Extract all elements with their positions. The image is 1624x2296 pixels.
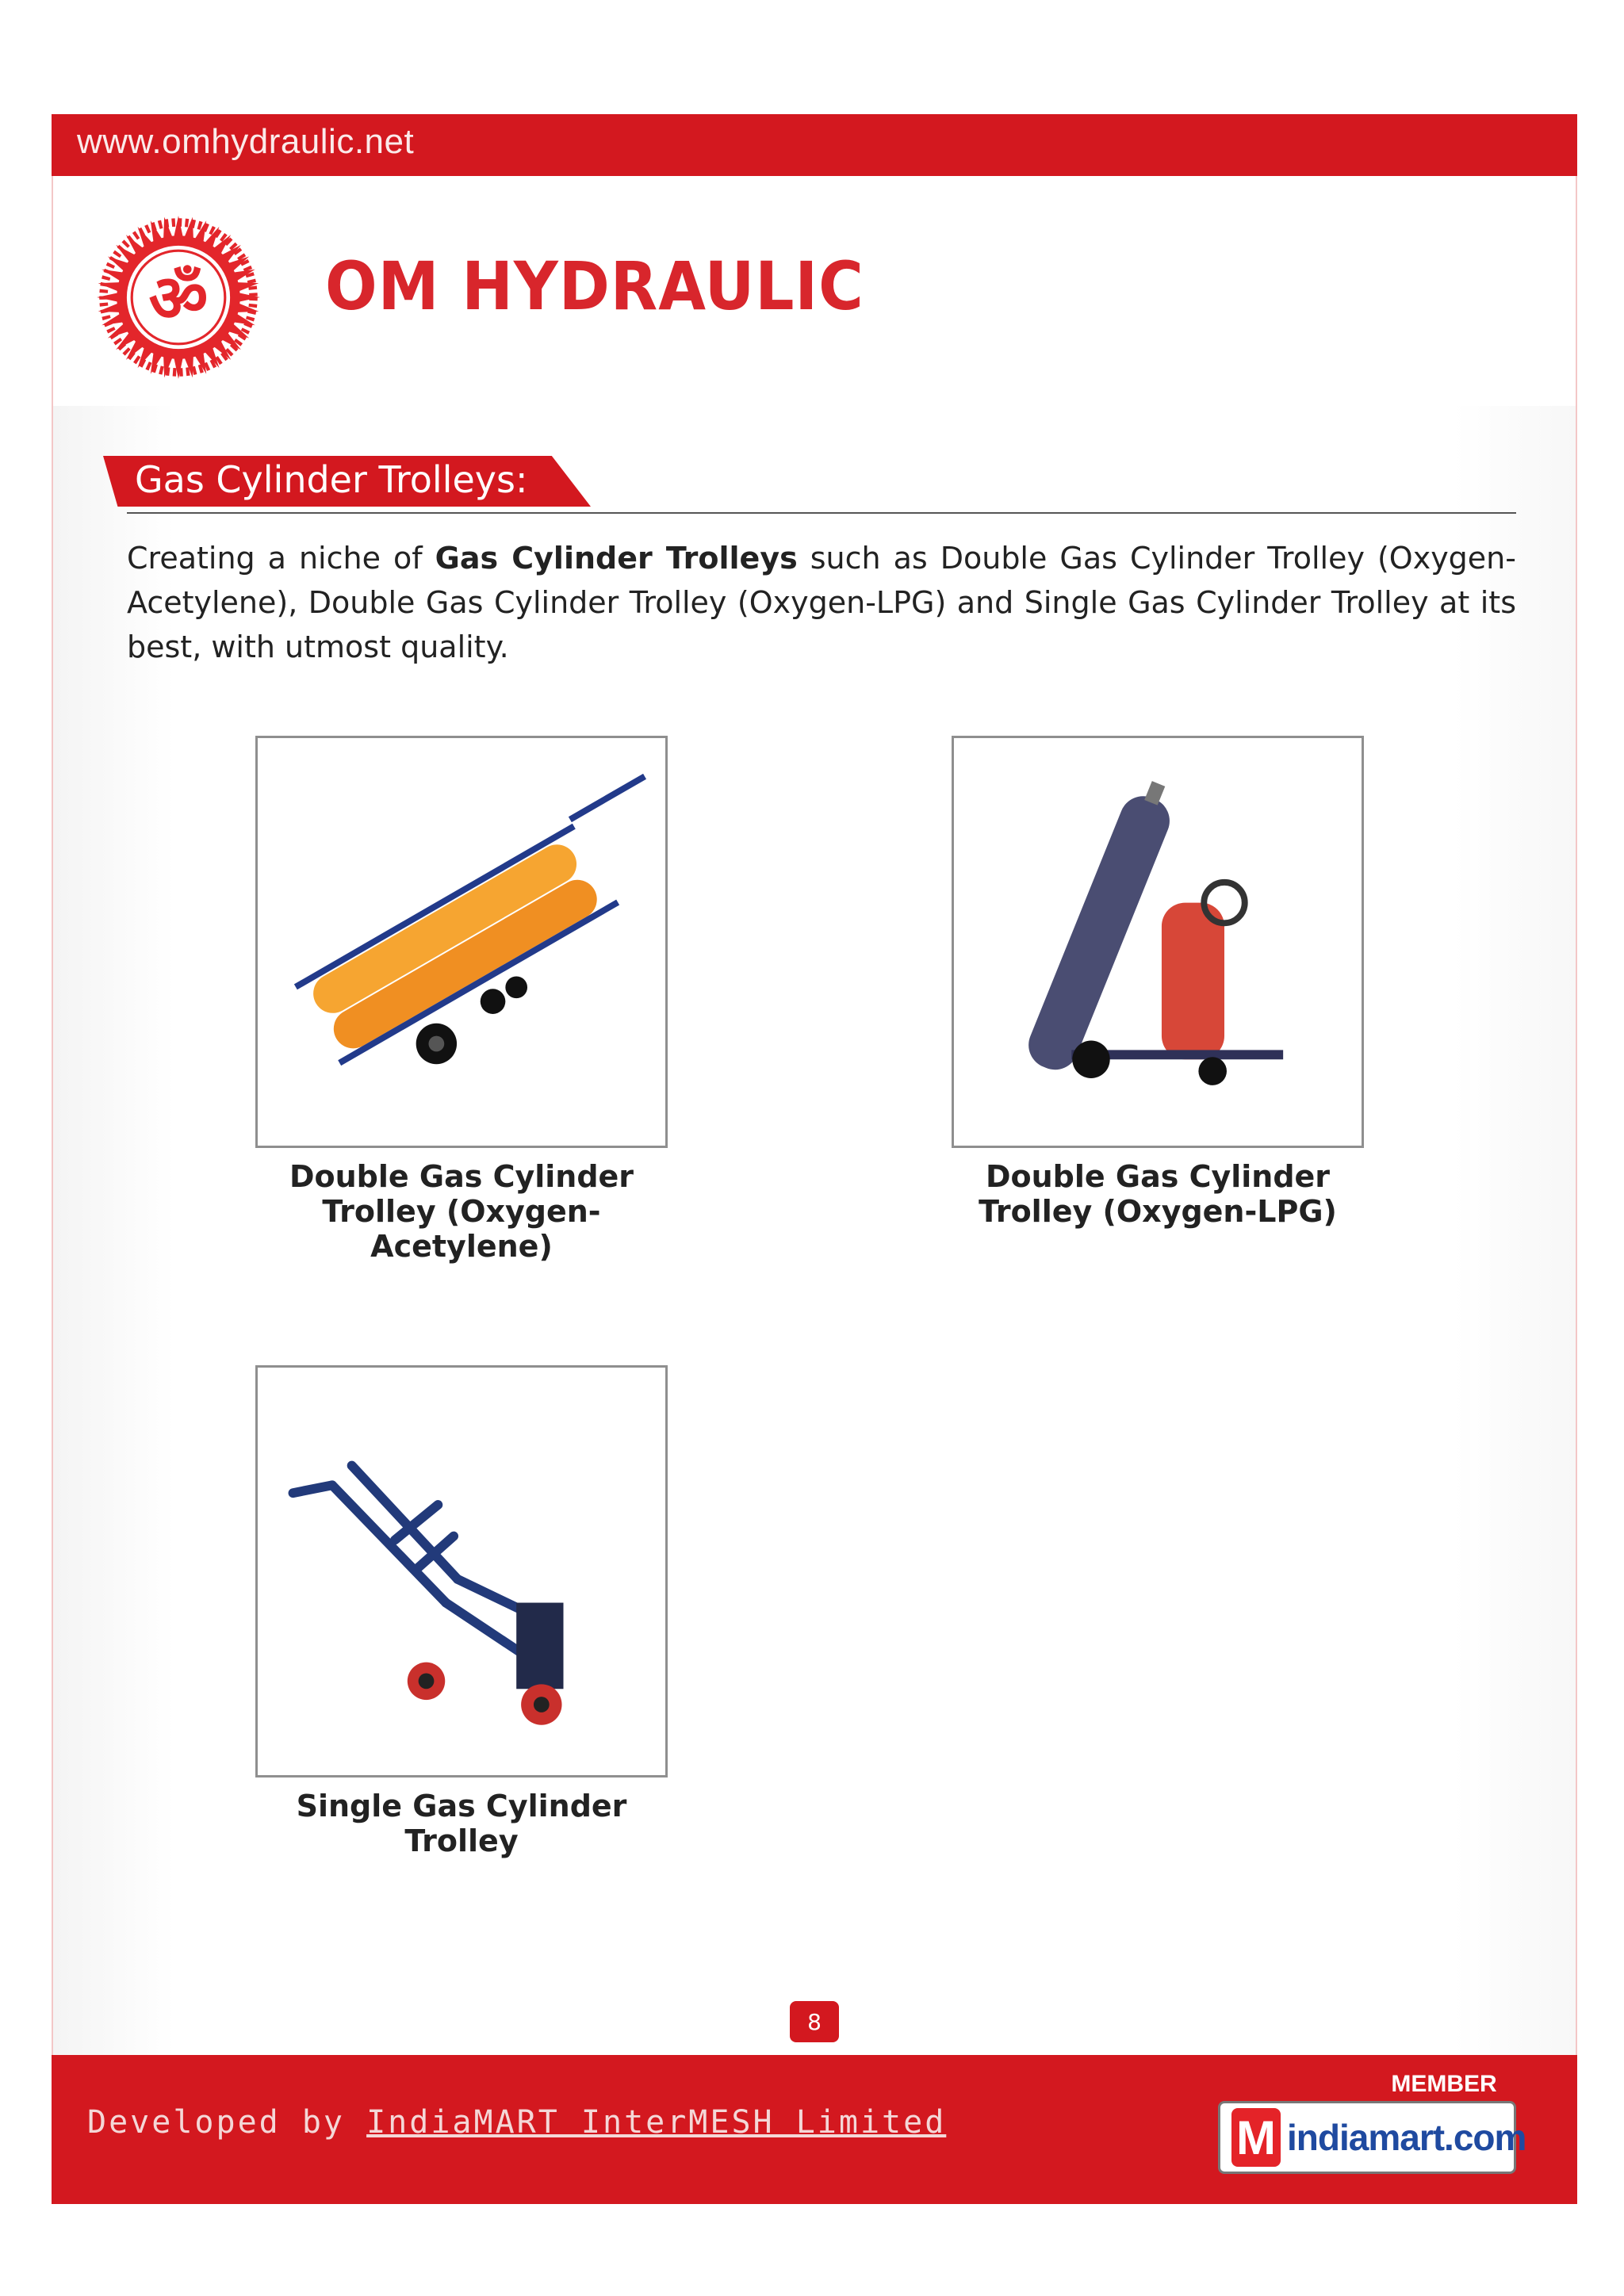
- developed-by-label: Developed by: [87, 2104, 367, 2141]
- section-divider: [127, 512, 1516, 514]
- brand-name: OM HYDRAULIC: [325, 247, 864, 325]
- intro-paragraph: [127, 536, 1516, 669]
- om-seal-logo: [95, 214, 262, 381]
- product-caption-single: Single Gas Cylinder Trolley: [296, 1789, 627, 1858]
- intro-text-bold: Gas Cylinder Trolleys: [435, 541, 798, 576]
- oxygen-lpg-trolley-icon: [954, 738, 1362, 1146]
- single-cylinder-trolley-icon: [258, 1368, 665, 1775]
- intro-text-start: Creating a niche of: [127, 541, 435, 576]
- product-image-oxygen-acetylene[interactable]: [255, 736, 668, 1148]
- intro-text-end: such as Double Gas Cylinder Trolley (Oxygen-Acetylene), Double Gas Cylinder Trolley (Oxygen-LPG) and Single Gas Cylinder Trolley at its best, with utmost quality.: [127, 541, 1516, 664]
- top-bar: [52, 114, 1577, 176]
- page-number: 8: [790, 2001, 839, 2042]
- product-caption-oxygen-acetylene: Double Gas Cylinder Trolley (Oxygen-Acetylene): [289, 1159, 634, 1264]
- om-glyph: ॐ: [148, 261, 209, 337]
- developed-by-text: [87, 2104, 946, 2141]
- product-caption-oxygen-lpg: Double Gas Cylinder Trolley (Oxygen-LPG): [979, 1159, 1337, 1229]
- double-cylinder-trolley-icon: [258, 738, 665, 1146]
- product-image-oxygen-lpg[interactable]: [952, 736, 1364, 1148]
- member-label: MEMBER: [1374, 2067, 1514, 2102]
- product-image-single[interactable]: [255, 1365, 668, 1777]
- indiamart-logo-text: indiamart.com: [1287, 2117, 1526, 2158]
- section-title: Gas Cylinder Trolleys:: [135, 458, 528, 501]
- website-url[interactable]: www.omhydraulic.net: [77, 122, 415, 161]
- developer-link[interactable]: IndiaMART InterMESH Limited: [366, 2104, 947, 2141]
- indiamart-m-icon: M: [1231, 2108, 1281, 2167]
- indiamart-badge[interactable]: [1218, 2101, 1526, 2174]
